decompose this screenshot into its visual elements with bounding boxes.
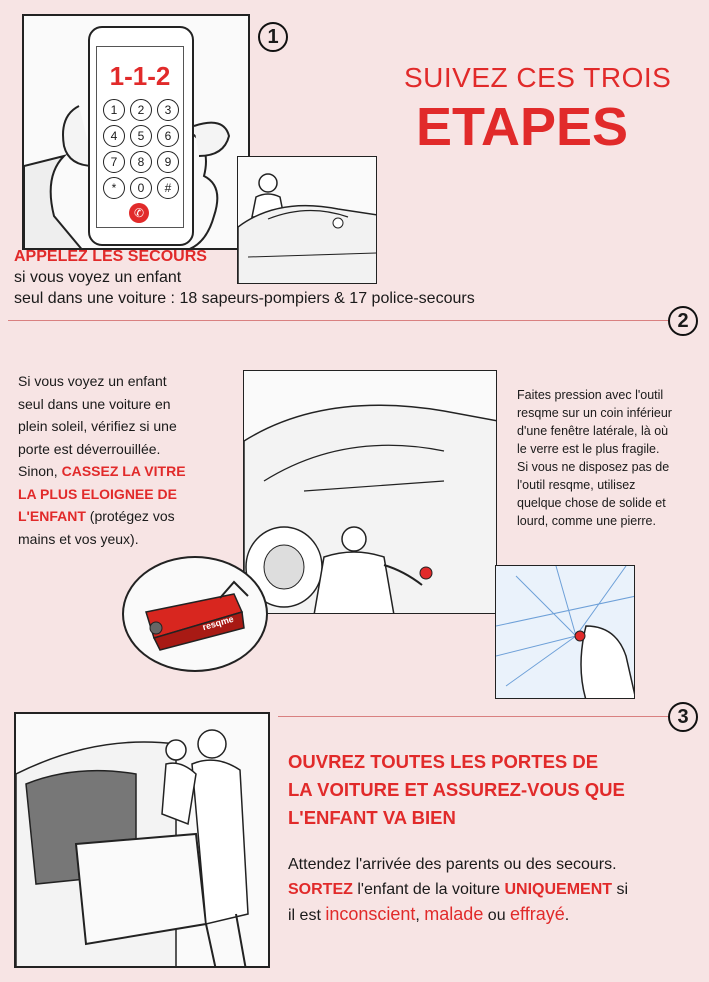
keypad-key-7[interactable]: 7 [103, 151, 125, 173]
step3-body-line2-end: si [612, 881, 629, 898]
keypad-key-star[interactable]: * [103, 177, 125, 199]
man-lifting-child-illustration [16, 714, 270, 968]
step2-right-text [517, 386, 707, 530]
phone-body [88, 26, 194, 246]
step3-sortez-text: SORTEZ [288, 881, 353, 898]
step3-body-line3-prefix: il est [288, 907, 326, 924]
step1-car-window-illustration [237, 156, 377, 284]
step3-heading [288, 748, 703, 832]
keypad-key-0[interactable]: 0 [130, 177, 152, 199]
step2-left-line2: seul dans une voiture en [18, 395, 171, 412]
title-line1: SUIVEZ CES TROIS [404, 62, 672, 93]
keypad-key-9[interactable]: 9 [157, 151, 179, 173]
resqme-tool-label: resqme [201, 613, 235, 633]
step2-glass-illustration [495, 565, 635, 699]
keypad-key-5[interactable]: 5 [130, 125, 152, 147]
step3-sep1: , [415, 907, 425, 924]
resqme-tool-icon [124, 558, 266, 670]
man-breaking-window-illustration [244, 371, 497, 614]
step2-right-line6: l'outil resqme, utilisez [517, 478, 636, 492]
step3-heading-line2: LA VOITURE ET ASSUREZ-VOUS QUE [288, 779, 625, 800]
step2-number-badge: 2 [668, 306, 698, 336]
step3-body-line3 [288, 902, 703, 928]
step2-right-line1: Faites pression avec l'outil [517, 388, 664, 402]
keypad-key-hash[interactable]: # [157, 177, 179, 199]
step3-uniquement-text: UNIQUEMENT [504, 881, 613, 898]
step2-left-line3: plein soleil, vérifiez si une [18, 418, 177, 434]
step1-heading: APPELEZ LES SECOURS [14, 248, 207, 265]
step1-number-badge: 1 [258, 22, 288, 52]
keypad-key-3[interactable]: 3 [157, 99, 179, 121]
step2-left-line6: LA PLUS ELOIGNEE DE [18, 485, 177, 502]
step2-right-line3: d'une fenêtre latérale, là où [517, 424, 669, 438]
step2-left-line7-red: L'ENFANT [18, 508, 86, 524]
keypad-key-1[interactable]: 1 [103, 99, 125, 121]
phone-display-number: 1-1-2 [109, 61, 171, 91]
phone-call-icon: ✆ [133, 206, 145, 220]
keypad-key-8[interactable]: 8 [130, 151, 152, 173]
step3-body [288, 852, 703, 928]
divider-step2 [8, 320, 668, 321]
step2-car-illustration [243, 370, 497, 614]
step2-left-text [18, 370, 248, 550]
step2-left-line5-prefix: Sinon, [18, 463, 62, 479]
step3-sep2: ou [483, 907, 511, 924]
keypad-key-6[interactable]: 6 [157, 125, 179, 147]
keypad-key-2[interactable]: 2 [130, 99, 152, 121]
step3-inconscient-text: inconscient [325, 904, 416, 924]
phone-screen [96, 46, 184, 228]
resqme-tool-circle [122, 556, 268, 672]
keypad-key-4[interactable]: 4 [103, 125, 125, 147]
keypad [103, 99, 179, 199]
man-calling-car-illustration [238, 157, 377, 284]
step2-left-line1: Si vous voyez un enfant [18, 373, 167, 389]
step3-rescue-illustration [14, 712, 270, 968]
step3-body-line1: Attendez l'arrivée des parents ou des secours. [288, 856, 617, 873]
step2-right-line2: resqme sur un coin inférieur [517, 406, 672, 420]
step2-left-line5 [18, 460, 248, 483]
step2-left-line4: porte est déverrouillée. [18, 440, 161, 457]
step2-left-line8: mains et vos yeux). [18, 530, 139, 547]
title-line2: ETAPES [416, 97, 629, 157]
step2-right-line4: le verre est le plus fragile. [517, 442, 660, 456]
step2-right-line5: Si vous ne disposez pas de [517, 460, 670, 474]
step3-body-line3-end: . [564, 907, 570, 924]
step2-break-window-text: CASSEZ LA VITRE [61, 463, 186, 479]
step1-line2: seul dans une voiture : 18 sapeurs-pompiers & 17 police-secours [14, 290, 475, 307]
step3-malade-text: malade [424, 904, 484, 924]
step3-heading-line3: L'ENFANT VA BIEN [288, 807, 456, 828]
step3-number-badge: 3 [668, 702, 698, 732]
step1-phone-illustration [22, 14, 250, 250]
step3-body-line2 [288, 877, 703, 902]
step3-body-line2-mid: l'enfant de la voiture [352, 881, 505, 898]
step2-left-line7 [18, 505, 248, 528]
step3-heading-line1: OUVREZ TOUTES LES PORTES DE [288, 751, 599, 772]
call-button[interactable] [129, 203, 149, 223]
step2-right-line8: lourd, comme une pierre. [517, 514, 656, 528]
step1-line1: si vous voyez un enfant [14, 269, 182, 286]
step2-left-line7-suffix: (protégez vos [85, 508, 175, 524]
broken-glass-illustration [496, 566, 635, 699]
divider-step3 [278, 716, 668, 717]
step3-effraye-text: effrayé [510, 904, 565, 924]
step2-right-line7: quelque chose de solide et [517, 496, 666, 510]
